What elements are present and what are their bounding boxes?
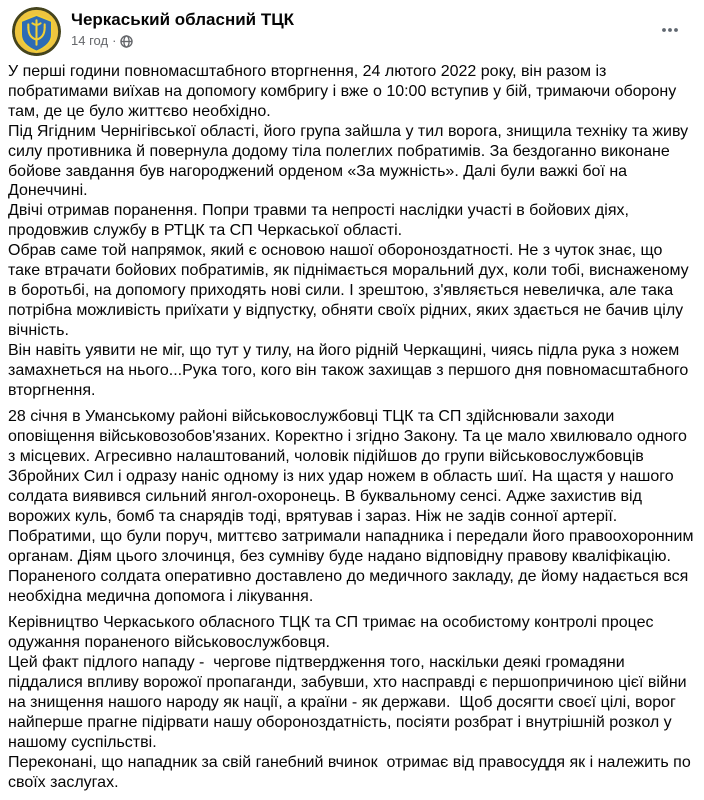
post-paragraph: 28 січня в Уманському районі військовослужбовці ТЦК та СП здійснювали заходи оповіщення військовозобов'язаних. Коректно і згідно Закону. Та це мало хвилювало одного з місцевих. Агресивно налаштований, чоловік підійшов до групи військовослужбовців Збройних Сил і одразу наніс одному із них удар ножем в область шиї. На щастя у нашого солдата виявився сильний янгол-охоронець. В буквальному сенсі. Адже захистив від ворожих куль, бомб та снарядів тоді, врятував і зараз. Ніж не задів сонної артерії. Побратими, що були поруч, миттєво затримали нападника і передали його правоохоронним органам. Діям цього злочинця, без сумніву буде надано відповідну правову кваліфікацію. Пораненого солдата оперативно доставлено до медичного закладу, де йому надається вся необхідна медична допомога і лікування.	[8, 408, 698, 605]
post-paragraph: У перші години повномасштабного вторгнення, 24 лютого 2022 року, він разом із побратимами виїхав на допомогу комбригу і вже о 10:00 вступив у бій, тримаючи оборону там, де це було життєво необхідно.	[8, 63, 681, 120]
post-paragraph: Обрав саме той напрямок, який є основою нашої обороноздатності. Не з чуток знає, що таке втрачати бойових побратимів, як піднімається моральний дух, коли тобі, виснаженому в боротьбі, на допомогу приходять нові сили. І зрештою, з'являється невеличка, але така потрібна можливість приїхати у відпустку, обняти своїх рідних, яких здається не бачив цілу вічність.	[8, 242, 694, 339]
post-paragraph: Цей факт підлого нападу - чергове підтвердження того, наскільки деякі громадяни піддалися впливу ворожої пропаганди, забувши, хто насправді є першопричиною цієї війни на знищення нашого народу як нації, а країни - як держави. Щоб досягти своєї цілі, ворог найперше прагне підірвати нашу обороноздатність, посіяти розбрат і внутрішній розкол у нашому суспільстві.	[8, 654, 692, 751]
post-meta	[71, 33, 294, 49]
post-paragraph: Під Ягідним Чернігівської області, його група зайшла у тил ворога, знищила техніку та живу силу противника й повернула додому тіла полеглих побратимів. За бездоганно виконане бойове завдання був нагороджений орденом «За мужність». Далі були важкі бої на Донеччині.	[8, 122, 693, 200]
globe-public-icon	[120, 35, 133, 48]
post-text-block	[8, 613, 696, 792]
page-avatar[interactable]	[12, 7, 61, 56]
post-paragraph: Двічі отримав поранення. Попри травми та непрості наслідки участі в бойових діях, продовжив службу в РТЦК та СП Черкаської області.	[8, 202, 634, 240]
post-paragraph: Переконані, що нападник за свій ганебний вчинок отримає від правосуддя як і належить по своїх заслугах.	[8, 753, 696, 791]
post-text-block	[8, 407, 696, 606]
more-options-button[interactable]	[654, 18, 686, 42]
three-dots-menu-icon	[660, 20, 680, 40]
post-header	[0, 0, 704, 60]
header-text	[71, 7, 294, 49]
post-paragraph: Керівництво Черкаського обласного ТЦК та СП тримає на особистому контролі процес одужання пораненого військовослужбовця.	[8, 614, 658, 652]
post-text-block	[8, 62, 696, 400]
post-text	[0, 60, 704, 793]
post-paragraph: Він навіть уявити не міг, що тут у тилу, на його рідній Черкащині, чиясь підла рука з ножем замахнеться на нього...Рука того, кого він також захищав з першого дня повномасштабного вторгнення.	[8, 341, 693, 399]
meta-separator: ·	[112, 33, 117, 48]
page-name-link[interactable]: Черкаський обласний ТЦК	[71, 10, 295, 29]
timestamp-link[interactable]: 14 год	[71, 33, 109, 48]
